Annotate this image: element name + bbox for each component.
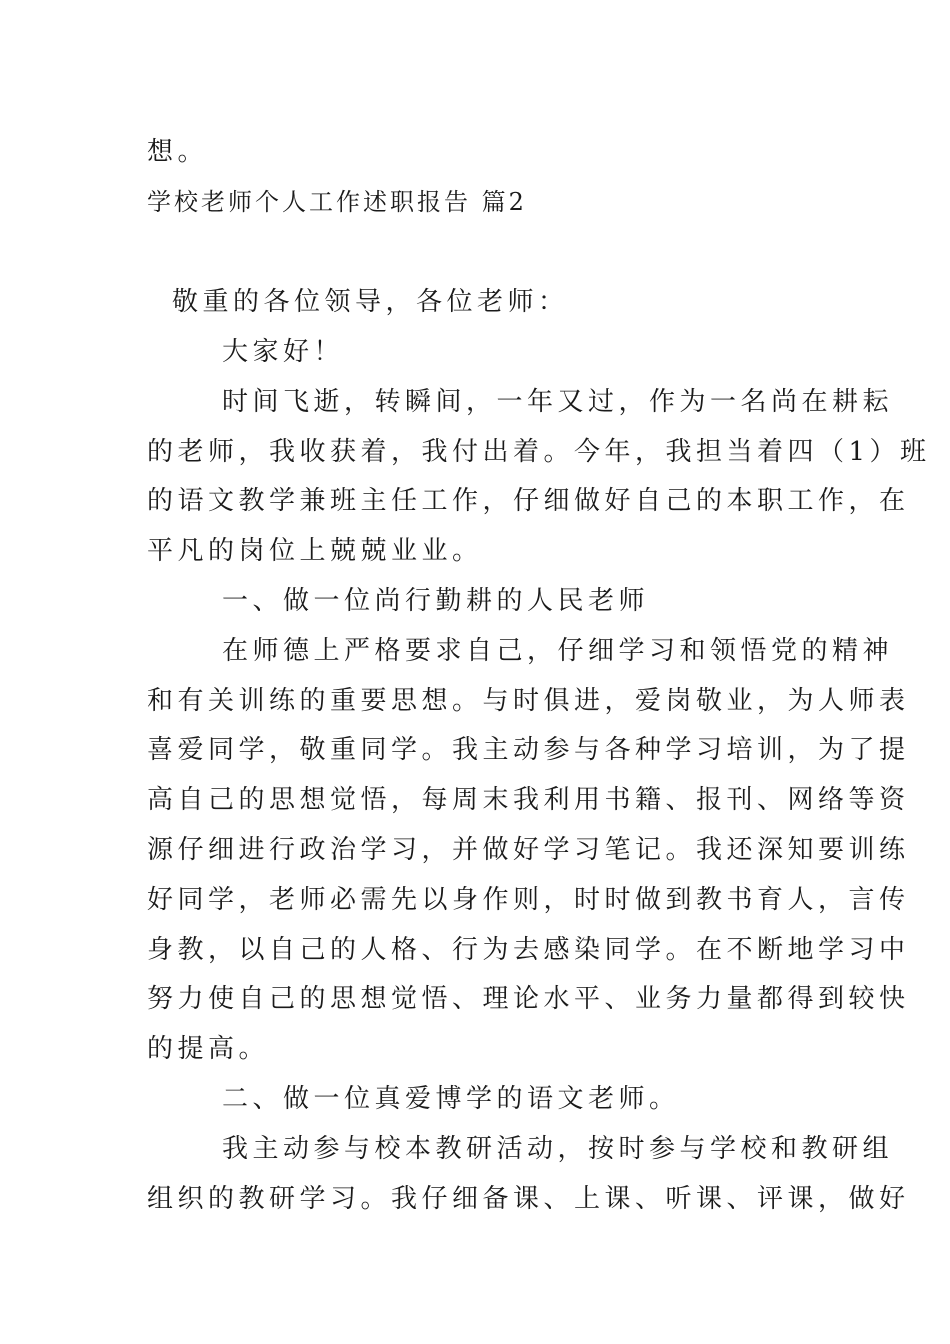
greeting: 大家好！ — [222, 337, 345, 367]
text-line: 想。 — [147, 137, 209, 167]
paragraph-line: 我主动参与校本教研活动，按时参与学校和教研组 — [222, 1134, 894, 1164]
subheading: 一、做一位尚行勤耕的人民老师 — [222, 586, 650, 616]
paragraph-line: 源仔细进行政治学习，并做好学习笔记。我还深知要训练 — [147, 835, 910, 865]
paragraph-line: 和有关训练的重要思想。与时俱进，爱岗敬业，为人师表 — [147, 686, 910, 716]
paragraph-line: 组织的教研学习。我仔细备课、上课、听课、评课，做好 — [147, 1184, 910, 1214]
section-heading: 学校老师个人工作述职报告 篇2 — [147, 188, 527, 216]
paragraph-line: 平凡的岗位上兢兢业业。 — [147, 536, 483, 566]
paragraph-line: 努力使自己的思想觉悟、理论水平、业务力量都得到较快 — [147, 984, 910, 1014]
paragraph-line: 时间飞逝，转瞬间，一年又过，作为一名尚在耕耘 — [222, 387, 894, 417]
subheading: 二、做一位真爱博学的语文老师。 — [222, 1084, 680, 1114]
paragraph-line: 喜爱同学，敬重同学。我主动参与各种学习培训，为了提 — [147, 735, 910, 765]
paragraph-line: 高自己的思想觉悟，每周末我利用书籍、报刊、网络等资 — [147, 785, 910, 815]
paragraph-line: 好同学，老师必需先以身作则，时时做到教书育人，言传 — [147, 885, 910, 915]
paragraph-line: 身教，以自己的人格、行为去感染同学。在不断地学习中 — [147, 935, 910, 965]
paragraph-line: 在师德上严格要求自己，仔细学习和领悟党的精神 — [222, 636, 894, 666]
paragraph-line: 的语文教学兼班主任工作，仔细做好自己的本职工作，在 — [147, 486, 910, 516]
paragraph-line: 的提高。 — [147, 1034, 270, 1064]
salutation: 敬重的各位领导，各位老师： — [172, 287, 569, 317]
paragraph-line: 的老师，我收获着，我付出着。今年，我担当着四（1）班 — [147, 437, 931, 467]
